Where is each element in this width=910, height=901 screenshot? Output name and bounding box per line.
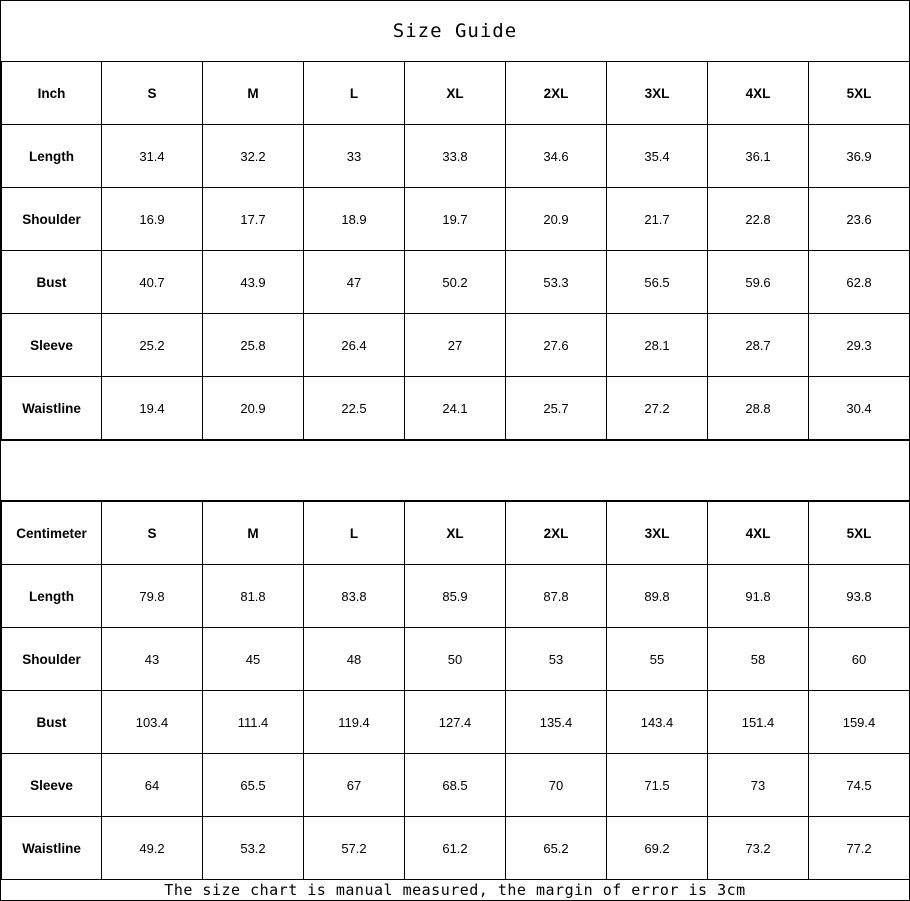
cell-value: 28.7	[708, 314, 809, 377]
column-header-5xl: 5XL	[809, 62, 910, 125]
cell-value: 111.4	[203, 691, 304, 754]
table-header-row	[2, 62, 910, 125]
cell-value: 24.1	[405, 377, 506, 440]
size-tables	[1, 61, 909, 880]
cell-value: 48	[304, 628, 405, 691]
column-header-s: S	[102, 62, 203, 125]
cell-value: 73	[708, 754, 809, 817]
cell-value: 19.7	[405, 188, 506, 251]
cell-value: 135.4	[506, 691, 607, 754]
column-header-xl: XL	[405, 502, 506, 565]
cell-value: 36.1	[708, 125, 809, 188]
cell-value: 93.8	[809, 565, 910, 628]
cell-value: 36.9	[809, 125, 910, 188]
cell-value: 79.8	[102, 565, 203, 628]
cell-value: 50.2	[405, 251, 506, 314]
cell-value: 30.4	[809, 377, 910, 440]
cell-value: 17.7	[203, 188, 304, 251]
cell-value: 20.9	[203, 377, 304, 440]
cell-value: 18.9	[304, 188, 405, 251]
cell-value: 77.2	[809, 817, 910, 880]
row-label-sleeve: Sleeve	[2, 314, 102, 377]
table-row	[2, 817, 910, 880]
column-header-5xl: 5XL	[809, 502, 910, 565]
column-header-s: S	[102, 502, 203, 565]
row-label-waistline: Waistline	[2, 817, 102, 880]
cell-value: 25.2	[102, 314, 203, 377]
cell-value: 91.8	[708, 565, 809, 628]
size-table-centimeter	[1, 501, 910, 880]
unit-label-inch: Inch	[2, 62, 102, 125]
cell-value: 25.7	[506, 377, 607, 440]
cell-value: 143.4	[607, 691, 708, 754]
cell-value: 67	[304, 754, 405, 817]
cell-value: 119.4	[304, 691, 405, 754]
column-header-2xl: 2XL	[506, 502, 607, 565]
column-header-m: M	[203, 62, 304, 125]
cell-value: 35.4	[607, 125, 708, 188]
table-row	[2, 188, 910, 251]
cell-value: 22.5	[304, 377, 405, 440]
cell-value: 43	[102, 628, 203, 691]
table-row	[2, 125, 910, 188]
table-row	[2, 314, 910, 377]
cell-value: 69.2	[607, 817, 708, 880]
cell-value: 29.3	[809, 314, 910, 377]
cell-value: 19.4	[102, 377, 203, 440]
cell-value: 87.8	[506, 565, 607, 628]
cell-value: 57.2	[304, 817, 405, 880]
cell-value: 53	[506, 628, 607, 691]
column-header-3xl: 3XL	[607, 62, 708, 125]
cell-value: 74.5	[809, 754, 910, 817]
column-header-xl: XL	[405, 62, 506, 125]
cell-value: 22.8	[708, 188, 809, 251]
cell-value: 27.6	[506, 314, 607, 377]
row-label-waistline: Waistline	[2, 377, 102, 440]
cell-value: 20.9	[506, 188, 607, 251]
column-header-l: L	[304, 62, 405, 125]
table-row	[2, 565, 910, 628]
cell-value: 127.4	[405, 691, 506, 754]
column-header-l: L	[304, 502, 405, 565]
cell-value: 23.6	[809, 188, 910, 251]
cell-value: 103.4	[102, 691, 203, 754]
cell-value: 28.1	[607, 314, 708, 377]
column-header-4xl: 4XL	[708, 62, 809, 125]
cell-value: 26.4	[304, 314, 405, 377]
cell-value: 60	[809, 628, 910, 691]
cell-value: 27	[405, 314, 506, 377]
row-label-bust: Bust	[2, 691, 102, 754]
column-header-3xl: 3XL	[607, 502, 708, 565]
table-header-row	[2, 502, 910, 565]
cell-value: 85.9	[405, 565, 506, 628]
cell-value: 56.5	[607, 251, 708, 314]
cell-value: 40.7	[102, 251, 203, 314]
table-row	[2, 377, 910, 440]
cell-value: 55	[607, 628, 708, 691]
cell-value: 83.8	[304, 565, 405, 628]
cell-value: 64	[102, 754, 203, 817]
cell-value: 81.8	[203, 565, 304, 628]
cell-value: 65.5	[203, 754, 304, 817]
cell-value: 73.2	[708, 817, 809, 880]
row-label-shoulder: Shoulder	[2, 628, 102, 691]
measurement-note: The size chart is manual measured, the margin of error is 3cm	[164, 881, 746, 899]
unit-label-centimeter: Centimeter	[2, 502, 102, 565]
cell-value: 159.4	[809, 691, 910, 754]
row-label-length: Length	[2, 565, 102, 628]
cell-value: 53.3	[506, 251, 607, 314]
cell-value: 27.2	[607, 377, 708, 440]
cell-value: 25.8	[203, 314, 304, 377]
table-row	[2, 251, 910, 314]
cell-value: 34.6	[506, 125, 607, 188]
row-label-length: Length	[2, 125, 102, 188]
table-row	[2, 628, 910, 691]
cell-value: 16.9	[102, 188, 203, 251]
cell-value: 43.9	[203, 251, 304, 314]
cell-value: 65.2	[506, 817, 607, 880]
cell-value: 28.8	[708, 377, 809, 440]
cell-value: 89.8	[607, 565, 708, 628]
cell-value: 21.7	[607, 188, 708, 251]
cell-value: 31.4	[102, 125, 203, 188]
cell-value: 58	[708, 628, 809, 691]
table-row	[2, 691, 910, 754]
column-header-4xl: 4XL	[708, 502, 809, 565]
cell-value: 59.6	[708, 251, 809, 314]
row-label-shoulder: Shoulder	[2, 188, 102, 251]
size-table-inch	[1, 61, 910, 440]
cell-value: 33.8	[405, 125, 506, 188]
cell-value: 68.5	[405, 754, 506, 817]
row-label-sleeve: Sleeve	[2, 754, 102, 817]
table-gap-spacer	[1, 440, 909, 501]
cell-value: 49.2	[102, 817, 203, 880]
cell-value: 53.2	[203, 817, 304, 880]
cell-value: 62.8	[809, 251, 910, 314]
table-row	[2, 754, 910, 817]
cell-value: 45	[203, 628, 304, 691]
row-label-bust: Bust	[2, 251, 102, 314]
cell-value: 70	[506, 754, 607, 817]
cell-value: 33	[304, 125, 405, 188]
cell-value: 47	[304, 251, 405, 314]
cell-value: 71.5	[607, 754, 708, 817]
page-title: Size Guide	[392, 20, 518, 42]
cell-value: 32.2	[203, 125, 304, 188]
cell-value: 50	[405, 628, 506, 691]
cell-value: 61.2	[405, 817, 506, 880]
column-header-2xl: 2XL	[506, 62, 607, 125]
column-header-m: M	[203, 502, 304, 565]
cell-value: 151.4	[708, 691, 809, 754]
